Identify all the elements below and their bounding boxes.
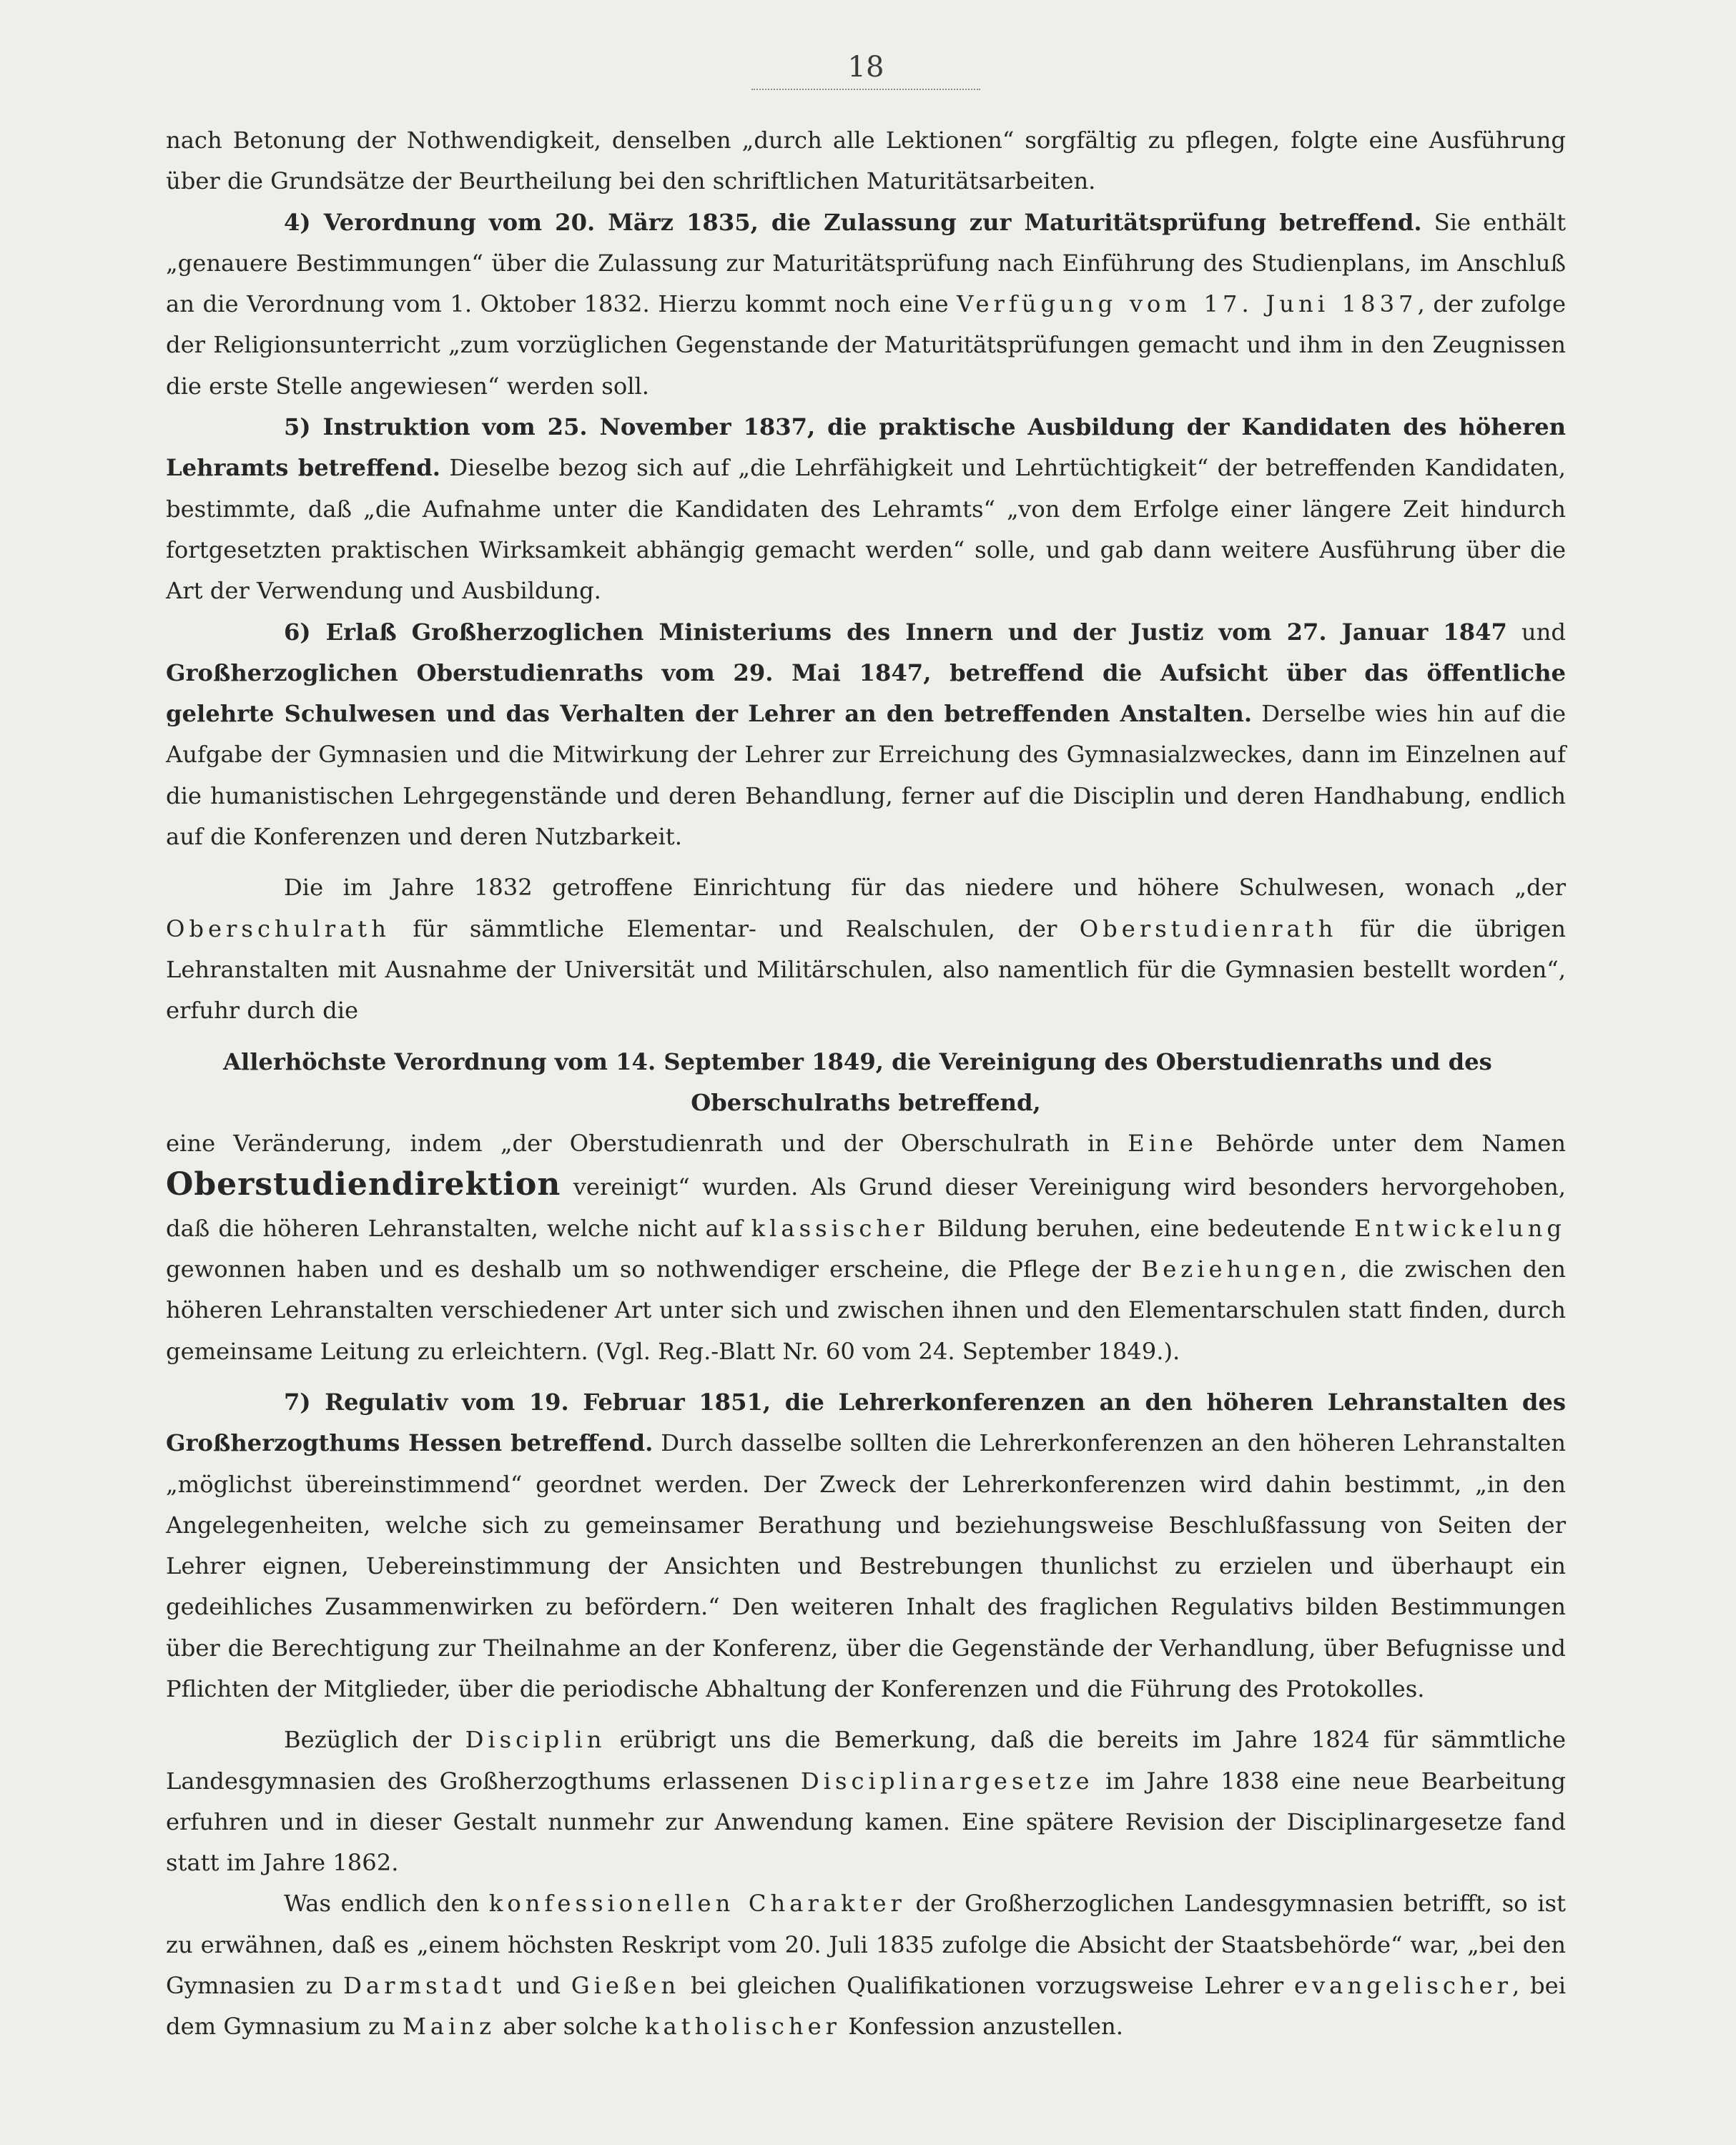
verordnung-heading-line-2: Oberschulraths betreffend, xyxy=(691,1088,1041,1116)
konfession-text-f: aber solche xyxy=(495,2013,646,2041)
item-6-heading-2: Großherzoglichen Oberstudienraths vom 29. Mai 1847, betreffend die Aufsicht über das öffentliche gelehrte Schulwesen und das Verhalten der Lehrer an den betreffenden Anstalten. xyxy=(166,659,1566,728)
schulwesen-text-a: Die im Jahre 1832 getroffene Einrichtung für das niedere und höhere Schulwesen, wonach „der xyxy=(284,874,1566,902)
vereinigung-spaced-2: klassischer xyxy=(751,1214,929,1242)
paragraph-item-4 xyxy=(166,202,1566,407)
header-ornament xyxy=(751,89,980,93)
konfession-spaced-6: katholischer xyxy=(645,2013,842,2041)
konfession-spaced-5: Mainz xyxy=(402,2013,496,2041)
vereinigung-spaced-4: Beziehungen xyxy=(1141,1256,1341,1283)
schulwesen-spaced-1: Oberschulrath xyxy=(166,914,390,942)
vereinigung-text-b: Behörde unter dem Namen xyxy=(1197,1130,1567,1158)
vereinigung-spaced-3: Entwickelung xyxy=(1354,1214,1566,1242)
konfession-spaced-2: Darmstadt xyxy=(343,1972,506,2000)
vereinigung-text-c: vereinigt“ wurden. Als Grund dieser Vereinigung wird besonders hervorgehoben, daß die höheren Lehranstalten, welche nicht auf xyxy=(166,1173,1566,1242)
vereinigung-text-d: Bildung beruhen, eine bedeutende xyxy=(928,1214,1355,1242)
vereinigung-spaced-1: Eine xyxy=(1128,1130,1198,1158)
vereinigung-text-e: gewonnen haben und es deshalb um so nothwendiger erscheine, die Pflege der xyxy=(166,1256,1142,1283)
verordnung-heading-line-1: Allerhöchste Verordnung vom 14. September 1849, die Vereinigung des Oberstudienraths und des xyxy=(223,1047,1492,1075)
paragraph-item-5 xyxy=(166,407,1566,611)
item-7-heading: 7) Regulativ vom 19. Februar 1851, die Lehrerkonferenzen an den höheren Lehranstalten des Großherzogthums Hessen betreffend. xyxy=(166,1388,1566,1457)
paragraph-vereinigung xyxy=(166,1123,1566,1372)
item-6-heading-1: 6) Erlaß Großherzoglichen Ministeriums des Innern und der Justiz vom 27. Januar 1847 xyxy=(284,618,1507,646)
schulwesen-spaced-2: Oberstudienrath xyxy=(1079,914,1338,942)
konfession-text-a: Was endlich den xyxy=(284,1890,489,1918)
page-number: 18 xyxy=(847,51,884,84)
vereinigung-text-a: eine Veränderung, indem „der Oberstudienrath und der Oberschulrath in xyxy=(166,1130,1128,1158)
paragraph-item-7 xyxy=(166,1382,1566,1710)
item-5-text: Dieselbe bezog sich auf „die Lehrfähigkeit und Lehrtüchtigkeit“ der betreffenden Kandidaten, bestimmte, daß „die Aufnahme unter die Kandidaten des Lehramts“ „von dem Erfolge einer längere Zeit hindurch fortgesetzten praktischen Wirksamkeit abhängig gemacht werden“ solle, und gab dann weitere Ausführung über die Art der Verwendung und Ausbildung. xyxy=(166,454,1566,605)
item-7-text: Durch dasselbe sollten die Lehrerkonferenzen an den höheren Lehranstalten „möglichst übereinstimmend“ geordnet werden. Der Zweck der Lehrerkonferenzen wird dahin bestimmt, „in den Angelegenheiten, welche sich zu gemeinsamer Berathung und beziehungsweise Beschlußfassung von Seiten der Lehrer eignen, Uebereinstimmung der Ansichten und Bestrebungen thunlichst zu erzielen und überhaupt ein gedeihliches Zusammenwirken zu befördern.“ Den weiteren Inhalt des fraglichen Regulativs bilden Bestimmungen über die Berechtigung zur Theilnahme an der Konferenz, über die Gegenstände der Verhandlung, über Befugnisse und Pflichten der Mitglieder, über die periodische Abhaltung der Konferenzen und die Führung des Protokolles. xyxy=(166,1429,1566,1702)
vereinigung-text-f: , die zwischen den höheren Lehranstalten verschiedener Art unter sich und zwischen ihnen und den Elementarschulen statt finden, durch gemeinsame Leitung zu erleichtern. (Vgl. Reg.-Blatt Nr. 60 vom 24. September 1849.). xyxy=(166,1256,1566,1365)
schulwesen-text-b: für sämmtliche Elementar- und Realschulen, der xyxy=(390,914,1080,942)
konfession-spaced-4: evangelischer xyxy=(1293,1972,1513,2000)
konfession-spaced-3: Gießen xyxy=(571,1972,681,2000)
konfession-text-d: bei gleichen Qualifikationen vorzugsweise Lehrer xyxy=(680,1972,1294,2000)
konfession-text-e: , bei dem Gymnasium zu xyxy=(166,1972,1566,2041)
item-5-heading: 5) Instruktion vom 25. November 1837, die praktische Ausbildung der Kandidaten des höheren Lehramts betreffend. xyxy=(166,413,1566,482)
item-4-heading: 4) Verordnung vom 20. März 1835, die Zulassung zur Maturitätsprüfung betreffend. xyxy=(284,208,1422,236)
body-text xyxy=(166,120,1566,2048)
disciplin-spaced-2: Disciplinargesetze xyxy=(800,1767,1094,1795)
paragraph-item-6 xyxy=(166,612,1566,858)
paragraph-disciplin xyxy=(166,1720,1566,1883)
verordnung-1849-heading xyxy=(166,1042,1566,1124)
konfession-text-b: der Großherzoglichen Landesgymnasien betrifft, so ist zu erwähnen, daß es „einem höchsten Reskript vom 20. Juli 1835 zufolge die Absicht der Staatsbehörde“ war, „bei den Gymnasien zu xyxy=(166,1890,1566,2000)
paragraph-konfession xyxy=(166,1883,1566,2047)
schulwesen-text-c: für die übrigen Lehranstalten mit Ausnahme der Universität und Militärschulen, also namentlich für die Gymnasien bestellt worden“, erfuhr durch die xyxy=(166,914,1566,1025)
item-4-text-2: , der zufolge der Religionsunterricht „zum vorzüglichen Gegenstande der Maturitätsprüfungen gemacht und ihm in den Zeugnissen die erste Stelle angewiesen“ werden soll. xyxy=(166,290,1566,400)
paragraph-continuation: nach Betonung der Nothwendigkeit, denselben „durch alle Lektionen“ sorgfältig zu pflegen, folgte eine Ausführung über die Grundsätze der Beurtheilung bei den schriftlichen Maturitätsarbeiten. xyxy=(166,127,1566,195)
oberstudiendirektion-term: Oberstudiendirektion xyxy=(166,1166,561,1203)
disciplin-text-a: Bezüglich der xyxy=(284,1726,465,1754)
item-6-connector: und xyxy=(1506,618,1566,646)
item-4-text: Sie enthält „genauere Bestimmungen“ über die Zulassung zur Maturitätsprüfung nach Einführung des Studienplans, im Anschluß an die Verordnung vom 1. Oktober 1832. Hierzu kommt noch eine xyxy=(166,208,1566,318)
disciplin-text-b: erübrigt uns die Bemerkung, daß die bereits im Jahre 1824 für sämmtliche Landesgymnasien des Großherzogthums erlassenen xyxy=(166,1726,1567,1795)
konfession-spaced-1: konfessionellen Charakter xyxy=(488,1890,906,1918)
konfession-text-g: Konfession anzustellen. xyxy=(841,2013,1123,2041)
disciplin-spaced-1: Disciplin xyxy=(465,1726,606,1754)
disciplin-text-c: im Jahre 1838 eine neue Bearbeitung erfuhren und in dieser Gestalt nunmehr zur Anwendung kamen. Eine spätere Revision der Disciplinargesetze fand statt im Jahre 1862. xyxy=(166,1767,1566,1877)
item-6-text: Derselbe wies hin auf die Aufgabe der Gymnasien und die Mitwirkung der Lehrer zur Erreichung des Gymnasialzweckes, dann im Einzelnen auf die humanistischen Lehrgegenstände und deren Behandlung, ferner auf die Disciplin und deren Handhabung, endlich auf die Konferenzen und deren Nutzbarkeit. xyxy=(166,700,1566,851)
paragraph-schulwesen xyxy=(166,867,1566,1031)
item-4-spaced: Verfügung vom 17. Juni 1837 xyxy=(957,290,1418,318)
konfession-text-c: und xyxy=(505,1972,571,2000)
